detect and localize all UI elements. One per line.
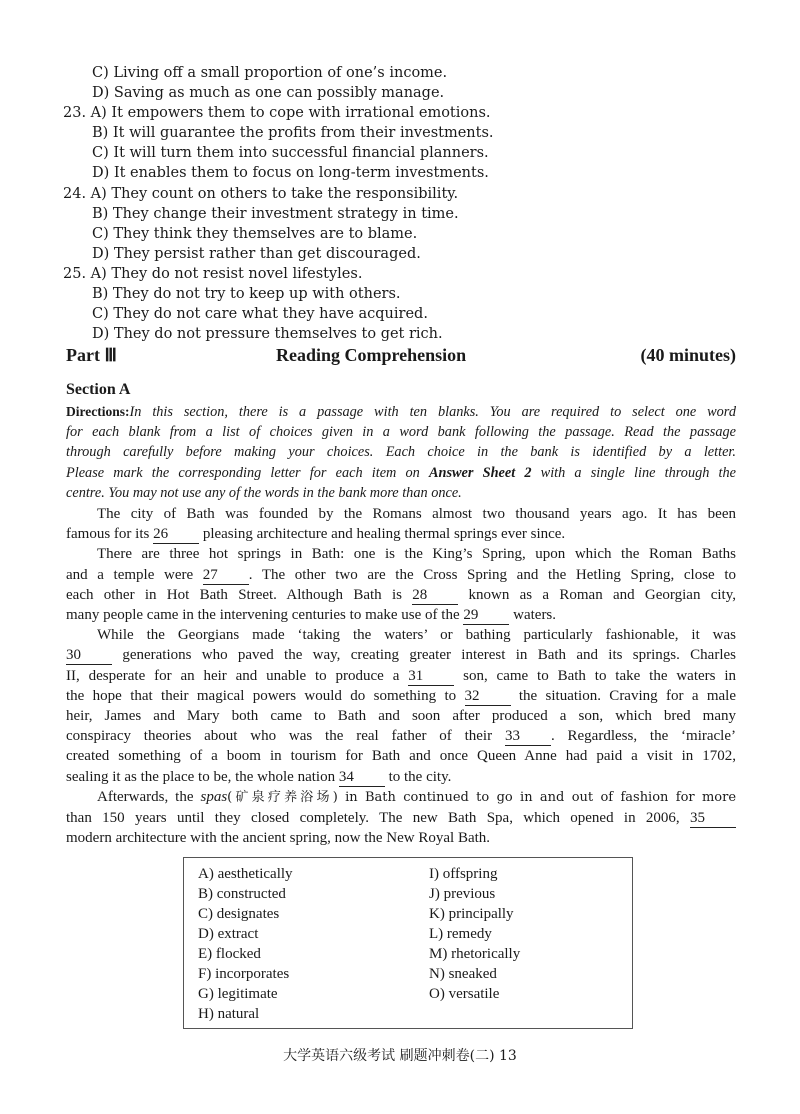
passage-text: famous for its [66,526,150,543]
passage-text: waters. [513,607,557,624]
bank-choice-m: M) rhetorically [429,946,521,962]
blank-35[interactable]: 35 [690,810,736,828]
passage [66,504,736,848]
passage-text: and a temple were [66,566,194,583]
blank-30[interactable]: 30 [66,647,112,665]
bank-choice-a: A) aesthetically [198,866,293,882]
question-23-option-a: 23. A) It empowers them to cope with irrational emotions. [63,105,491,121]
passage-text: generations who paved the way, creating greater interest in Bath and its springs. Charles [122,647,737,664]
blank-26[interactable]: 26 [153,526,199,544]
word-bank [183,857,633,1029]
part-header [66,345,736,371]
blank-31[interactable]: 31 [408,668,454,686]
question-23-option-b: B) It will guarantee the profits from their investments. [92,125,494,141]
passage-text: II, desperate for an heir and unable to produce a [66,667,400,684]
question-24-option-a: 24. A) They count on others to take the responsibility. [63,186,459,202]
passage-text: conspiracy theories about who was the real father of their [66,728,493,745]
bank-choice-b: B) constructed [198,886,286,902]
bank-choice-e: E) flocked [198,946,261,962]
bank-choice-l: L) remedy [429,926,492,942]
passage-text: . Regardless, the ‘miracle’ [550,728,737,745]
bank-choice-g: G) legitimate [198,986,278,1002]
blank-29[interactable]: 29 [463,607,509,625]
directions-line: with a single line through the [531,464,737,481]
bank-choice-d: D) extract [198,926,259,942]
part-label: Part Ⅲ [66,345,117,365]
passage-text: the situation. Craving for a male [518,687,737,704]
bank-choice-i: I) offspring [429,866,498,882]
passage-text: than 150 years until they closed completely. The new Bath Spa, which opened in 2006, [66,810,680,827]
blank-33[interactable]: 33 [505,728,551,746]
directions-line: for each blank from a list of choices given in a word bank following the passage. Read the passage [66,424,736,441]
bank-choice-o: O) versatile [429,986,500,1002]
blank-34[interactable]: 34 [339,769,385,787]
bank-choice-h: H) natural [198,1006,260,1022]
blank-28[interactable]: 28 [412,587,458,605]
passage-line: The city of Bath was founded by the Romans almost two thousand years ago. It has been [97,506,736,522]
blank-27[interactable]: 27 [203,567,249,585]
question-24-option-c: C) They think they themselves are to blame. [92,226,418,242]
passage-text: . The other two are the Cross Spring and the Hetling Spring, close to [248,566,736,583]
directions-line: Please mark the corresponding letter for each item on [66,464,429,481]
answer-sheet-ref: Answer Sheet 2 [428,464,532,481]
question-24-option-d: D) They persist rather than get discouraged. [92,246,421,262]
question-24-option-b: B) They change their investment strategy in time. [92,206,459,222]
directions-line: through carefully before making your choices. Each choice in the bank is identified by a letter. [66,444,736,461]
part-time: (40 minutes) [640,345,736,365]
bank-choice-n: N) sneaked [429,966,497,982]
passage-text: the hope that their magical powers would do something to [66,687,457,704]
passage-text: sealing it as the place to be, the whole nation [66,768,336,785]
bank-choice-k: K) principally [429,906,514,922]
passage-line: modern architecture with the ancient spring, now the New Royal Bath. [66,830,491,847]
question-23-option-c: C) It will turn them into successful financial planners. [92,145,489,161]
bank-choice-c: C) designates [198,906,280,922]
passage-text: known as a Roman and Georgian city, [468,586,736,603]
passage-line: While the Georgians made ‘taking the waters’ or bathing particularly fashionable, it was [97,627,736,644]
bank-choice-f: F) incorporates [198,966,290,982]
bank-choice-j: J) previous [429,886,496,902]
passage-text: spas [200,788,228,805]
passage-line: There are three hot springs in Bath: one is the King’s Spring, upon which the Roman Baths [97,546,736,563]
passage-text: pleasing architecture and healing thermal springs ever since. [202,526,566,543]
part-title: Reading Comprehension [276,345,467,365]
passage-text: many people came in the intervening centuries to make use of the [66,607,460,624]
passage-line: created something of a boom in tourism for Bath and once Queen Anne had paid a visit in 1702, [66,748,736,765]
directions-line: In this section, there is a passage with ten blanks. You are required to select one word [129,404,736,420]
question-25-option-a: 25. A) They do not resist novel lifestyles. [63,266,363,282]
section-title: Section A [66,381,131,398]
directions-line: centre. You may not use any of the words in the bank more than once. [66,484,462,501]
option-22d: D) Saving as much as one can possibly manage. [92,85,445,101]
word-bank-left [198,864,293,1024]
passage-text: (矿泉疗养浴场) in Bath continued to go in and out of fashion for more [227,789,737,805]
passage-text: each other in Hot Bath Street. Although Bath is [66,586,402,603]
passage-line: heir, James and Mary both came to Bath and soon after produced a son, which bred many [66,708,736,725]
passage-text: to the city. [388,768,452,785]
passage-text: Afterwards, the [97,788,194,805]
blank-32[interactable]: 32 [465,688,511,706]
question-23-option-d: D) It enables them to focus on long-term investments. [92,165,489,181]
option-22c: C) Living off a small proportion of one’s income. [92,65,448,81]
directions [66,402,736,503]
question-25-option-d: D) They do not pressure themselves to get rich. [92,326,443,342]
question-25-option-c: C) They do not care what they have acquired. [92,306,428,322]
passage-text: son, came to Bath to take the waters in [463,667,737,684]
page-footer: 大学英语六级考试 刷题冲刺卷(二) 13 [283,1048,517,1064]
word-bank-right [429,864,520,1004]
directions-label: Directions: [66,404,130,419]
question-25-option-b: B) They do not try to keep up with others. [92,286,401,302]
